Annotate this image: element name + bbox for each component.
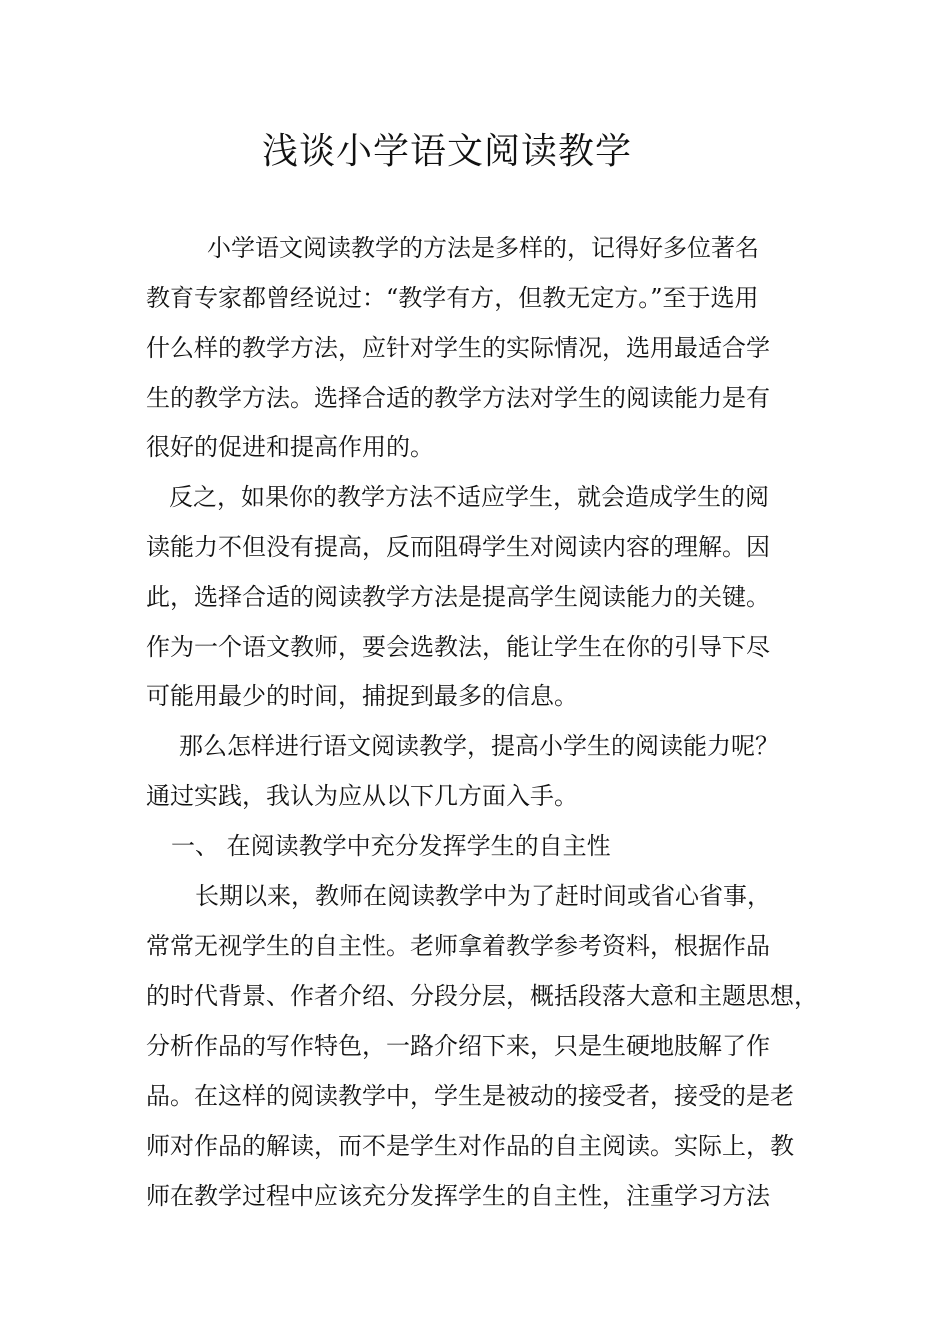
paragraph-line: 生的教学方法。选择合适的教学方法对学生的阅读能力是有: [146, 384, 770, 412]
paragraph-line: 什么样的教学方法，应针对学生的实际情况，选用最适合学: [146, 334, 770, 362]
paragraph-line: 长期以来，教师在阅读教学中为了赶时间或省心省事，: [195, 882, 771, 910]
paragraph-line: 品。在这样的阅读教学中，学生是被动的接受者，接受的是老: [146, 1082, 794, 1110]
paragraph-line: 作为一个语文教师，要会选教法，能让学生在你的引导下尽: [146, 633, 770, 661]
paragraph-line: 通过实践，我认为应从以下几方面入手。: [146, 782, 578, 810]
paragraph-line: 反之，如果你的教学方法不适应学生，就会造成学生的阅: [169, 483, 769, 511]
paragraph-line: 那么怎样进行语文阅读教学，提高小学生的阅读能力呢？: [179, 732, 779, 760]
paragraph-line: 教育专家都曾经说过：“教学有方，但教无定方。”至于选用: [146, 284, 759, 312]
paragraph-line: 此，选择合适的阅读教学方法是提高学生阅读能力的关键。: [146, 583, 770, 611]
paragraph-line: 师对作品的解读，而不是学生对作品的自主阅读。实际上，教: [146, 1132, 794, 1160]
paragraph-line: 分析作品的写作特色，一路介绍下来，只是生硬地肢解了作: [146, 1032, 770, 1060]
document-title: 浅谈小学语文阅读教学: [262, 131, 633, 172]
paragraph-line: 的时代背景、作者介绍、分段分层，概括段落大意和主题思想，: [146, 982, 818, 1010]
paragraph-line: 常常无视学生的自主性。老师拿着教学参考资料，根据作品: [146, 932, 770, 960]
paragraph-line: 师在教学过程中应该充分发挥学生的自主性，注重学习方法: [146, 1182, 770, 1210]
paragraph-line: 读能力不但没有提高，反而阻碍学生对阅读内容的理解。因: [146, 533, 770, 561]
section-heading: 一、 在阅读教学中充分发挥学生的自主性: [171, 832, 611, 860]
paragraph-line: 很好的促进和提高作用的。: [146, 433, 434, 461]
paragraph-line: 可能用最少的时间，捕捉到最多的信息。: [146, 682, 578, 710]
paragraph-line: 小学语文阅读教学的方法是多样的，记得好多位著名: [207, 234, 759, 262]
